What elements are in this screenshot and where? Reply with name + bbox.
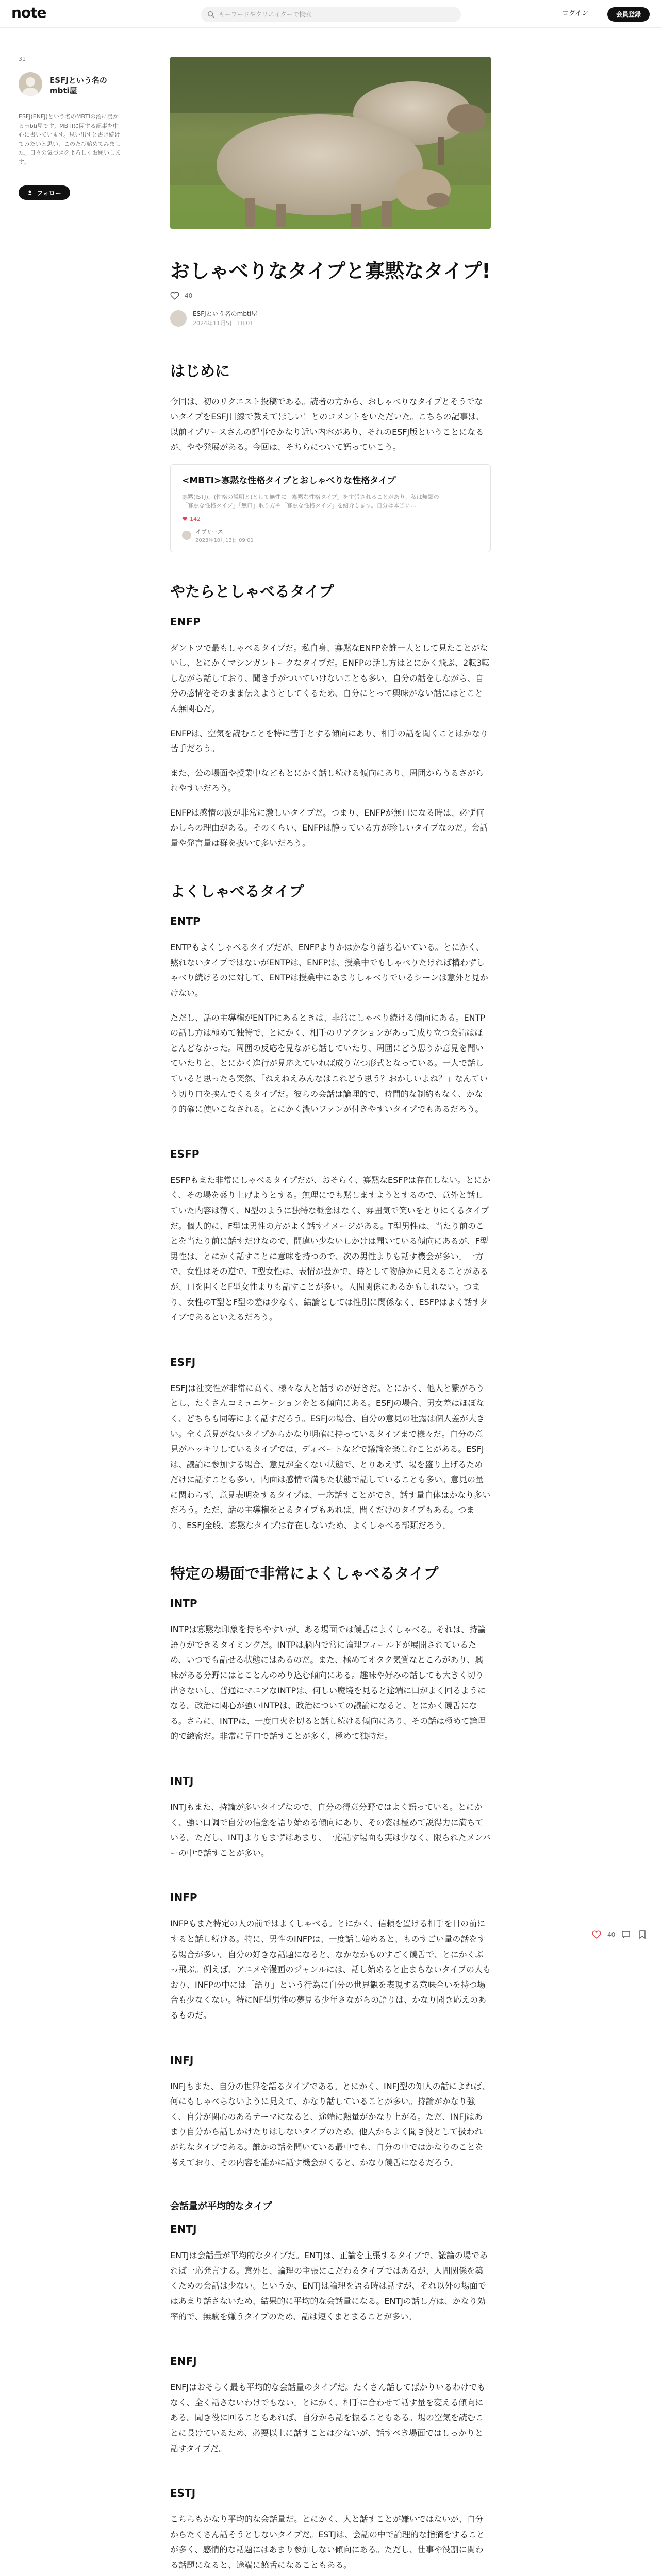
sidebar-count: 31 xyxy=(19,56,26,62)
paragraph: INFJもまた、自分の世界を語るタイプである。とにかく、INFJ型の知人の話によれば、何にもしゃべらないように見えて、かなり話していることが多い。持論がかなり強く、自分が関心のあるテーマになると、途端に熱量がかなり上がる。ただ、INFJはあまり自分から話しかけたりはしないタイプのため、他人からよく聞き役として扱われがちなタイプである。誰かの話を聞いている最中でも、自分の中ではかなりのことを考えており、その内容を誰かに話す機会がくると、かなり饒舌になるだろう。 xyxy=(170,2081,490,2167)
floating-action-bar xyxy=(591,1929,648,1940)
article-title: おしゃべりなタイプと寡黙なタイプ! xyxy=(170,260,491,282)
paragraph: ENFPは感情の波が非常に激しいタイプだ。つまり、ENFPが無口になる時は、必ず何かしらの理由がある。そのくらい、ENFPは静っている方が珍しいタイプなのだ。会話量や発言量は群を抜いて多いだろう。 xyxy=(170,807,488,849)
article-body xyxy=(170,361,491,2576)
heading-intp: INTP xyxy=(170,1597,197,1610)
heart-icon[interactable] xyxy=(591,1929,602,1940)
avatar[interactable] xyxy=(170,310,187,327)
follow-label: フォロー xyxy=(37,189,61,197)
follow-button[interactable] xyxy=(19,185,70,200)
heading-yoku: よくしゃべるタイプ xyxy=(170,882,304,900)
avatar[interactable] xyxy=(19,72,42,96)
heading-esfp: ESFP xyxy=(170,1147,200,1160)
heading-intro: はじめに xyxy=(170,362,230,380)
avatar xyxy=(182,531,191,540)
hero-image xyxy=(170,57,491,229)
paragraph: ENFJはおそらく最も平均的な会話量のタイプだ。たくさん話してばかりいるわけでもなく、全く話さないわけでもない。とにかく、相手に合わせて話す量を変える傾向にある。聞き役に回ることもあれば、自分から話を振ることもある。場の空気を読むことに長けているため、必要以上に話すことは少ないが、話すべき場面ではしっかりと話すタイプだ。 xyxy=(170,2382,486,2453)
heading-infj: INFJ xyxy=(170,2054,194,2066)
heading-infp: INFP xyxy=(170,1891,197,1904)
search-icon xyxy=(207,11,214,18)
heart-icon[interactable] xyxy=(170,292,179,300)
embed-like-count: 142 xyxy=(190,515,201,522)
search-bar[interactable] xyxy=(201,7,461,22)
embed-author-name: イプリース xyxy=(195,528,223,535)
heading-entj: ENTJ xyxy=(170,2223,197,2236)
follow-icon xyxy=(27,190,34,196)
login-link[interactable]: ログイン xyxy=(562,10,589,18)
heading-enfj: ENFJ xyxy=(170,2355,197,2368)
search-input[interactable] xyxy=(219,11,445,18)
paragraph: INTPは寡黙な印象を持ちやすいが、ある場面では饒舌によくしゃべる。それは、持論語りができるタイミングだ。INTPは脳内で常に論理フィールドが展開されているため、いつでも話せる状態にはあるのだ。また、極めてオタク気質なところがあり、興味がある分野にはとことんのめり込む傾向にある。趣味や好みの話しても大きく切り出さないし、普通にマニアなINTPは、何しい魔境を見ると途端に口がよく回るようになる。政治に関心が強いINTPは、政治についての議論になると、とにかく饒舌になる。さらに、INTPは、一度口火を切ると話し続ける傾向にあり、その話は極めて論理的で緻密だ。非常に早口で話すことが多く、極めて独特だ。 xyxy=(170,1624,486,1741)
embed-author xyxy=(182,528,479,544)
heading-heikin: 会話量が平均的なタイプ xyxy=(170,2201,272,2212)
embed-description: 寡黙(ISTJ)、(性格の説明と)として無性に「寡黙な性格タイプ」を主張されることがあり、私は無類の「寡黙な性格タイプ」「無口」取り方や「寡黙な性格タイプ」を紹介します。自分は本当に… xyxy=(182,493,439,510)
heading-entp: ENTP xyxy=(170,915,201,928)
paragraph: ESFPもまた非常にしゃべるタイプだが、おそらく、寡黙なESFPは存在しない。とにかく、その場を盛り上げようとする。無理にでも黙しますようとするので、意外と話していた内容は薄く、N型のように独特な概念はなく、雰囲気で笑いをとりにくるタイプだ。個人的に、F型は男性の方がよく話すイメージがある。T型男性は、当たり前のことを当たり前に話すだけなので、間違い少ないしかけは聞いている傾向にあるが、F型男性は、とにかく話すことに意味を持つので、次の男性よりも話す機会が多い。一方で、女性はその逆で、T型女性は、表情が豊かで、時として物静かに見えることがあるが、口を開くとF型女性よりも話すことが多い。人間関係にあるかもしれない。つまり、女性のT型とF型の差は少なく、結論としては性別に関係なく、ESFPはよく話すタイプであるといえるだろう。 xyxy=(170,1175,491,1323)
heading-estj: ESTJ xyxy=(170,2487,196,2500)
heading-esfj: ESFJ xyxy=(170,1355,196,1368)
site-header xyxy=(0,0,662,28)
paragraph: ただし、話の主導権がENTPにあるときは、非常にしゃべり続ける傾向にある。ENTPの話し方は極めて独特で、とにかく、相手のリアクションがあって成り立つ会話はほとんどなかった。周囲の反応を見ながら話していたり、周囲にどう思うか意見を聞いていたりと、とにかく進行が見応えていれば成り立つ形式となっている。一人で話していると思ったら突然、「ねえねえみんなはこれどう思う？おかしいよね？」なんていう切り口を挟んでくるタイプだ。彼らの会話は論理的で、時間的な制約もなく、かなり的確に使いこなされる。とにかく濃いファンが付きやすいタイプでもあるだろう。 xyxy=(170,1012,488,1114)
heading-yatara: やたらとしゃべるタイプ xyxy=(170,582,334,600)
sidebar-bio: ESFJ(ENFJ)という名のMBTIの沼に浸かるmbti屋です。MBTIに関する記事を中心に書いています。思い出すと書き続けてみたいと思い、このたび始めてみました。日々の気づきをよろしくお願いします。 xyxy=(19,113,121,165)
heading-tokutei: 特定の場面で非常によくしゃべるタイプ xyxy=(170,1564,439,1582)
embed-title[interactable]: <MBTI>寡黙な性格タイプとおしゃべりな性格タイプ xyxy=(182,475,396,486)
embedded-note-card[interactable] xyxy=(170,464,491,552)
embed-date: 2023年10月13日 09:01 xyxy=(195,537,254,544)
paragraph: こちらもかなり平均的な会話量だ。とにかく、人と話すことが嫌いではないが、自分からたくさん話そうとしないタイプだ。ESTJは、会話の中で論理的な指摘をすることが多く、感情的な話題にはあまり参加しない傾向にある。ただし、仕事や役割に関わる話題になると、途端に饒舌になることもある。 xyxy=(170,2514,485,2570)
float-like-count: 40 xyxy=(607,1931,616,1938)
heading-enfp: ENFP xyxy=(170,615,201,628)
paragraph: ダントツで最もしゃべるタイプだ。私自身、寡黙なENFPを誰一人として見たことがないし、とにかくマシンガントークなタイプだ。ENFPの話し方はとにかく飛ぶ、2転3転しながら話しており、聞き手がついていけないことも多い。自分の話をしながら、自分の感情をそのまま伝えようとしてくるため、自分にとって興味がない話にはとことん無関心だ。 xyxy=(170,642,490,714)
author-name[interactable]: ESFJという名のmbti屋 xyxy=(193,310,257,317)
paragraph: ENFPは、空気を読むことを特に苦手とする傾向にあり、相手の話を聞くことはかなり苦手だろう。 xyxy=(170,728,488,754)
paragraph: INFPもまた特定の人の前ではよくしゃべる。とにかく、信頼を置ける相手を目の前にすると話し続ける。特に、男性のINFPは、一度話し始めると、ものすごい量の話をする場合が多い。自分の好きな話題になると、なかなかものすごく饒舌で、とにかくぶっ飛ぶ。例えば、アニメや漫画のジャンルには、話し始めると止まらないタイプの人もおり、INFPの中には「語り」という行為に自分の世界観を表現する意味合いを持つ場合も少なくない。特にNF型男性の夢見る少年さながらの語りは、かなり聞き応えのあるものだ。 xyxy=(170,1919,491,2020)
publish-date: 2024年11月5日 18:01 xyxy=(193,320,254,327)
paragraph: また、公の場面や授業中などもとにかく話し続ける傾向にあり、周囲からうるさがられやすいだろう。 xyxy=(170,768,484,793)
comment-icon[interactable] xyxy=(620,1929,632,1940)
note-logo[interactable]: note xyxy=(11,4,46,21)
paragraph: INTJもまた、持論が多いタイプなので、自分の得意分野ではよく語っている。とにかく、強い口調で自分の信念を語り始める傾向にあり、その姿は極めて説得力に満ちている。ただし、INTJよりもまずはあまり、一応話す場面も実は少なく、限られたメンバーの中で話すことが多い。 xyxy=(170,1802,491,1858)
article-author[interactable] xyxy=(170,309,257,327)
like-count: 40 xyxy=(185,292,193,299)
embed-likes xyxy=(182,516,479,522)
paragraph: ESFJは社交性が非常に高く、様々な人と話すのが好きだ。とにかく、他人と繋がろうとし、たくさんコミュニケーションをとる傾向にある。ESFJの場合、男女差はほぼなく、どちらも同等によく話すだろう。ESFJの場合、自分の意見の吐露は個人差が大きい。全く意見がないタイプからかなり明確に持っているタイプまで様々だ。自分の意見がハッキリしているタイプでは、ディベートなどで議論を楽しむことがある。ESFJは、議論に参加する場合、意見が全くない状態で、とりあえず、場を盛り上げるためだけに話すことも多い。内面は感情で満ちた状態で話していることも多い。意見の量に関わらず、意見表明をするタイプは、一応話すことができ、話す量自体はかなり多いだろう。ただ、話の主導権をとるタイプもあれば、聞くだけのタイプもある。つまり、ESFJ全般、寡黙なタイプは存在しないため、よくしゃべる部類だろう。 xyxy=(170,1383,491,1531)
sidebar-author-name[interactable]: ESFJという名のmbti屋 xyxy=(49,76,107,96)
heart-icon xyxy=(182,516,188,521)
paragraph: 今回は、初のリクエスト投稿である。読者の方から、おしゃべりなタイプとそうでないタイプをESFJ目線で教えてほしい！とのコメントをいただいた。こちらの記事は、以前イプリースさんの記事でかなり近い内容があり、それのESFJ版ということになるが、やや発展がある。今回は、そちらについて語っていこう。 xyxy=(170,396,485,452)
signup-button[interactable]: 会員登録 xyxy=(607,7,650,22)
paragraph: ENTPもよくしゃべるタイプだが、ENFPよりかはかなり落ち着いている。とにかく、黙れないタイプではないがENTPは、ENFPは、授業中でもしゃべりたければ構わずしゃべり続けるのに対して、ENTPは授業中にあまりしゃべりでいるシーンは意外と見かけない。 xyxy=(170,942,488,998)
paragraph: ENTJは会話量が平均的なタイプだ。ENTJは、正論を主張するタイプで、議論の場であれば一応発言する。意外と、論理の主張にこだわるタイプではあるが、人間関係を築くための会話は少ない。というか、ENTJは論理を語る時は話すが、それ以外の場面ではあまり話さないため、結果的に平均的な会話量になる。ENTJの話し方は、かなり効率的で、無駄を嫌うタイプのため、話は短くまとまることが多い。 xyxy=(170,2250,488,2321)
like-row xyxy=(170,292,192,300)
heading-intj: INTJ xyxy=(170,1775,194,1788)
bookmark-icon[interactable] xyxy=(637,1929,648,1940)
